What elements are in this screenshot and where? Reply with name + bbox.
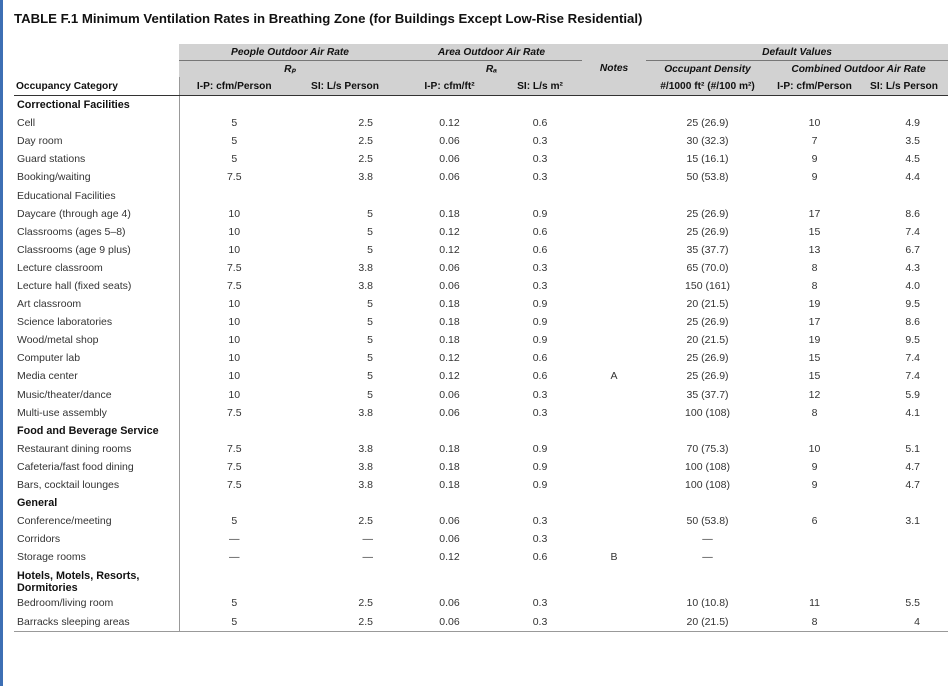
section-row xyxy=(14,566,948,594)
combined-rate-si: 4.7 xyxy=(905,460,921,473)
rate-area-si: 0.6 xyxy=(532,243,548,256)
combined-rate-ip: 8 xyxy=(769,613,860,632)
rate-people-si: 3.8 xyxy=(358,406,374,419)
combined-rate-ip: 13 xyxy=(808,243,821,256)
occupancy-category: Computer lab xyxy=(14,349,179,367)
rate-area-si: 0.6 xyxy=(532,117,548,130)
rate-area-si: 0.9 xyxy=(532,316,548,329)
table-header xyxy=(14,44,948,96)
header-density-units: #/1000 ft² (#/100 m²) xyxy=(646,77,769,96)
occupancy-category: Day room xyxy=(14,132,179,150)
combined-rate-ip: 19 xyxy=(808,298,821,311)
section-row xyxy=(14,96,948,115)
rate-people-si: 5 xyxy=(367,225,374,238)
rate-area-si: 0.3 xyxy=(532,406,548,419)
table-row xyxy=(14,594,948,612)
occupancy-category: Guard stations xyxy=(14,150,179,168)
combined-rate-ip: 10 xyxy=(808,442,821,455)
header-default-values: Default Values xyxy=(646,44,948,61)
combined-rate-ip: 19 xyxy=(808,334,821,347)
section-row xyxy=(14,494,948,512)
table-row xyxy=(14,440,948,458)
header-rp-symbol: Rₚ xyxy=(179,61,401,78)
rate-people-ip: 7.5 xyxy=(226,279,242,292)
table-row xyxy=(14,386,948,404)
rate-area-ip: 0.06 xyxy=(439,388,460,401)
rate-area-ip: 0.18 xyxy=(439,298,460,311)
rate-area-ip: 0.18 xyxy=(439,479,460,492)
notes-cell xyxy=(582,295,646,313)
occupancy-category: Classrooms (age 9 plus) xyxy=(14,241,179,259)
combined-rate-si: 5.5 xyxy=(905,597,921,610)
header-people-rate: People Outdoor Air Rate xyxy=(179,44,401,61)
rate-area-ip: 0.06 xyxy=(439,171,460,184)
combined-rate-si: 9.5 xyxy=(905,334,921,347)
table-row xyxy=(14,241,948,259)
rate-people-si: 5 xyxy=(367,352,374,365)
table-row xyxy=(14,259,948,277)
occupant-density: 150 (161) xyxy=(685,279,730,292)
rate-people-ip: 7.5 xyxy=(226,442,242,455)
notes-cell xyxy=(582,205,646,223)
occupancy-category: Media center xyxy=(14,367,179,385)
rate-area-ip: 0.18 xyxy=(439,316,460,329)
rate-area-si: 0.3 xyxy=(532,279,548,292)
occupancy-category: Barracks sleeping areas xyxy=(14,613,179,632)
rate-area-ip: 0.06 xyxy=(439,533,460,546)
combined-rate-ip: 17 xyxy=(808,316,821,329)
combined-rate-ip: 8 xyxy=(811,261,818,274)
rate-area-si: 0.9 xyxy=(532,442,548,455)
ventilation-table xyxy=(14,44,948,632)
rate-people-ip: 10 xyxy=(228,334,241,347)
occupant-density: 65 (70.0) xyxy=(686,261,729,274)
occupant-density: 25 (26.9) xyxy=(686,352,729,365)
combined-rate-si: 7.4 xyxy=(905,225,921,238)
occupancy-category: Multi-use assembly xyxy=(14,404,179,422)
header-combined-si: SI: L/s Person xyxy=(860,77,948,96)
combined-rate-si: 4 xyxy=(860,613,948,632)
rate-area-si: 0.3 xyxy=(532,515,548,528)
header-ra-symbol: Rₐ xyxy=(401,61,582,78)
section-row xyxy=(14,186,948,204)
section-label: Hotels, Motels, Resorts, Dormitories xyxy=(14,566,179,594)
rate-area-ip: 0.06 xyxy=(439,135,460,148)
header-ip-cfm-person: I-P: cfm/Person xyxy=(179,77,289,96)
combined-rate-ip: 9 xyxy=(811,171,818,184)
combined-rate-si: 5.1 xyxy=(905,442,921,455)
combined-rate-ip: 8 xyxy=(811,279,818,292)
rate-people-si: 5 xyxy=(367,207,374,220)
notes-cell xyxy=(582,349,646,367)
rate-area-ip: 0.12 xyxy=(439,370,460,383)
occupancy-category: Restaurant dining rooms xyxy=(14,440,179,458)
rate-people-ip: — xyxy=(229,551,240,564)
rate-people-ip: 5 xyxy=(231,153,238,166)
rate-area-si: 0.9 xyxy=(532,479,548,492)
combined-rate-si: 9.5 xyxy=(905,298,921,311)
section-label: General xyxy=(14,494,179,512)
rate-area-si: 0.6 xyxy=(532,225,548,238)
rate-people-ip: 5 xyxy=(231,515,238,528)
notes-cell xyxy=(582,512,646,530)
notes-cell xyxy=(582,440,646,458)
combined-rate-ip: 15 xyxy=(808,225,821,238)
section-row xyxy=(14,422,948,440)
rate-people-si: 3.8 xyxy=(358,171,374,184)
notes-cell xyxy=(582,613,646,632)
combined-rate-ip: 7 xyxy=(811,135,818,148)
section-label: Food and Beverage Service xyxy=(14,422,179,440)
rate-area-ip: 0.06 xyxy=(439,597,460,610)
header-area-rate: Area Outdoor Air Rate xyxy=(401,44,582,61)
notes-cell xyxy=(582,277,646,295)
combined-rate-si: 5.9 xyxy=(905,388,921,401)
combined-rate-si: 4.1 xyxy=(905,406,921,419)
rate-people-si: 5 xyxy=(367,316,374,329)
occupant-density: 70 (75.3) xyxy=(686,442,729,455)
rate-people-ip: 10 xyxy=(228,225,241,238)
rate-people-si: 5 xyxy=(367,388,374,401)
occupant-density: 35 (37.7) xyxy=(686,388,729,401)
table-row xyxy=(14,277,948,295)
table-row xyxy=(14,205,948,223)
header-occupancy-category: Occupancy Category xyxy=(14,77,179,96)
notes-cell xyxy=(582,132,646,150)
occupant-density: 25 (26.9) xyxy=(686,225,729,238)
rate-area-si: 0.9 xyxy=(532,298,548,311)
rate-area-ip: 0.12 xyxy=(439,352,460,365)
combined-rate-si: 4.4 xyxy=(905,171,921,184)
combined-rate-si xyxy=(860,548,948,566)
occupant-density: 100 (108) xyxy=(685,460,730,473)
header-combined-ip: I-P: cfm/Person xyxy=(769,77,860,96)
rate-area-si: 0.9 xyxy=(532,207,548,220)
section-label: Educational Facilities xyxy=(14,186,179,204)
notes-cell xyxy=(582,223,646,241)
rate-people-si: 3.8 xyxy=(358,479,374,492)
table-row xyxy=(14,458,948,476)
rate-people-ip: 7.5 xyxy=(226,171,242,184)
rate-area-si: 0.6 xyxy=(532,370,548,383)
table-row xyxy=(14,530,948,548)
rate-people-ip: 7.5 xyxy=(226,261,242,274)
occupancy-category: Storage rooms xyxy=(14,548,179,566)
occupancy-category: Wood/metal shop xyxy=(14,331,179,349)
occupancy-category: Corridors xyxy=(14,530,179,548)
table-row xyxy=(14,404,948,422)
rate-people-si: 5 xyxy=(367,298,374,311)
table-row xyxy=(14,295,948,313)
rate-people-ip: 5 xyxy=(179,613,289,632)
table-row xyxy=(14,349,948,367)
table-row xyxy=(14,548,948,566)
rate-area-si: 0.3 xyxy=(532,261,548,274)
combined-rate-si: 8.6 xyxy=(905,316,921,329)
combined-rate-si: 7.4 xyxy=(905,352,921,365)
combined-rate-ip: 15 xyxy=(808,370,821,383)
occupancy-category: Music/theater/dance xyxy=(14,386,179,404)
rate-area-ip: 0.06 xyxy=(401,613,498,632)
rate-people-ip: 5 xyxy=(231,135,238,148)
table-row xyxy=(14,313,948,331)
occupant-density: 35 (37.7) xyxy=(686,243,729,256)
rate-area-ip: 0.12 xyxy=(439,117,460,130)
rate-people-si: 5 xyxy=(367,243,374,256)
notes-cell xyxy=(582,331,646,349)
notes-cell xyxy=(582,386,646,404)
rate-area-si: 0.3 xyxy=(498,613,582,632)
rate-area-si: 0.3 xyxy=(532,388,548,401)
table-row xyxy=(14,331,948,349)
rate-people-si: 2.5 xyxy=(358,117,374,130)
rate-area-ip: 0.06 xyxy=(439,515,460,528)
rate-people-ip: 10 xyxy=(228,207,241,220)
rate-people-si: 3.8 xyxy=(358,279,374,292)
header-combined-rate: Combined Outdoor Air Rate xyxy=(769,61,948,78)
rate-area-si: 0.6 xyxy=(532,352,548,365)
combined-rate-ip: 12 xyxy=(808,388,821,401)
notes-cell xyxy=(582,313,646,331)
combined-rate-ip: 10 xyxy=(808,117,821,130)
header-ip-cfm-ft2: I-P: cfm/ft² xyxy=(401,77,498,96)
occupancy-category: Cafeteria/fast food dining xyxy=(14,458,179,476)
occupancy-category: Cell xyxy=(14,114,179,132)
rate-area-si: 0.9 xyxy=(532,460,548,473)
rate-people-ip: 10 xyxy=(228,370,241,383)
occupancy-category: Booking/waiting xyxy=(14,168,179,186)
rate-area-si: 0.3 xyxy=(532,533,548,546)
table-title: TABLE F.1 Minimum Ventilation Rates in Breathing Zone (for Buildings Except Low-Rise Residential) xyxy=(14,11,643,26)
rate-area-ip: 0.06 xyxy=(439,406,460,419)
table-row xyxy=(14,512,948,530)
combined-rate-si: 6.7 xyxy=(905,243,921,256)
notes-cell xyxy=(582,530,646,548)
page-frame-edge xyxy=(0,0,3,686)
rate-people-si: 3.8 xyxy=(358,442,374,455)
occupant-density: 50 (53.8) xyxy=(686,171,729,184)
rate-people-ip: 10 xyxy=(228,352,241,365)
notes-cell xyxy=(582,404,646,422)
rate-area-si: 0.6 xyxy=(532,551,548,564)
combined-rate-si: 3.5 xyxy=(905,135,921,148)
occupant-density: 15 (16.1) xyxy=(686,153,729,166)
rate-area-ip: 0.12 xyxy=(439,225,460,238)
combined-rate-ip xyxy=(769,530,860,548)
combined-rate-si: 4.3 xyxy=(905,261,921,274)
rate-area-ip: 0.18 xyxy=(439,460,460,473)
rate-people-si: 2.5 xyxy=(358,597,374,610)
notes-cell xyxy=(582,114,646,132)
combined-rate-si: 4.5 xyxy=(905,153,921,166)
table-row xyxy=(14,132,948,150)
occupant-density: 100 (108) xyxy=(685,406,730,419)
table-body xyxy=(14,96,948,632)
rate-area-ip: 0.18 xyxy=(439,207,460,220)
header-si-ls-person: SI: L/s Person xyxy=(289,77,401,96)
rate-area-si: 0.3 xyxy=(532,171,548,184)
rate-people-si: 2.5 xyxy=(289,613,401,632)
combined-rate-si: 3.1 xyxy=(905,515,921,528)
table-row xyxy=(14,613,948,632)
combined-rate-si: 4.9 xyxy=(905,117,921,130)
rate-people-si: 2.5 xyxy=(358,153,374,166)
rate-area-ip: 0.06 xyxy=(439,279,460,292)
combined-rate-ip: 9 xyxy=(811,153,818,166)
rate-people-si: 5 xyxy=(367,334,374,347)
occupant-density: — xyxy=(702,551,713,564)
rate-people-si: 3.8 xyxy=(358,261,374,274)
rate-people-ip: 7.5 xyxy=(226,406,242,419)
rate-people-si: — xyxy=(362,551,374,564)
occupant-density: 20 (21.5) xyxy=(686,334,729,347)
rate-area-ip: 0.06 xyxy=(439,153,460,166)
rate-area-si: 0.3 xyxy=(532,153,548,166)
occupancy-category: Art classroom xyxy=(14,295,179,313)
rate-area-ip: 0.18 xyxy=(439,442,460,455)
occupancy-category: Bedroom/living room xyxy=(14,594,179,612)
rate-people-ip: 5 xyxy=(231,597,238,610)
rate-people-si: 2.5 xyxy=(358,135,374,148)
rate-area-si: 0.9 xyxy=(532,334,548,347)
occupant-density: 25 (26.9) xyxy=(686,316,729,329)
combined-rate-ip xyxy=(769,548,860,566)
occupant-density: 100 (108) xyxy=(685,479,730,492)
header-occupant-density: Occupant Density xyxy=(646,61,769,78)
header-notes: Notes xyxy=(582,61,646,78)
rate-people-ip: 7.5 xyxy=(226,479,242,492)
rate-people-si: 3.8 xyxy=(358,460,374,473)
combined-rate-ip: 15 xyxy=(808,352,821,365)
combined-rate-ip: 17 xyxy=(808,207,821,220)
occupancy-category: Lecture hall (fixed seats) xyxy=(14,277,179,295)
table-row xyxy=(14,114,948,132)
section-label: Correctional Facilities xyxy=(14,96,179,115)
notes-cell xyxy=(582,150,646,168)
occupant-density: 20 (21.5) xyxy=(686,298,729,311)
rate-people-ip: 10 xyxy=(228,243,241,256)
rate-area-si: 0.3 xyxy=(532,135,548,148)
table-row xyxy=(14,223,948,241)
combined-rate-ip: 8 xyxy=(811,406,818,419)
combined-rate-si: 4.7 xyxy=(905,479,921,492)
occupant-density: — xyxy=(702,533,713,546)
rate-people-ip: 7.5 xyxy=(226,460,242,473)
notes-cell xyxy=(582,594,646,612)
notes-cell xyxy=(582,476,646,494)
table-row xyxy=(14,150,948,168)
occupant-density: 50 (53.8) xyxy=(686,515,729,528)
rate-people-ip: — xyxy=(229,533,240,546)
occupancy-category: Bars, cocktail lounges xyxy=(14,476,179,494)
rate-people-si: 2.5 xyxy=(358,515,374,528)
rate-people-ip: 10 xyxy=(228,298,241,311)
rate-area-ip: 0.18 xyxy=(439,334,460,347)
rate-area-si: 0.3 xyxy=(532,597,548,610)
notes-cell: A xyxy=(610,370,618,383)
combined-rate-ip: 11 xyxy=(809,597,820,610)
combined-rate-ip: 9 xyxy=(811,460,818,473)
occupant-density: 25 (26.9) xyxy=(686,117,729,130)
rate-area-ip: 0.12 xyxy=(439,551,460,564)
notes-cell xyxy=(582,168,646,186)
combined-rate-ip: 9 xyxy=(811,479,818,492)
occupancy-category: Science laboratories xyxy=(14,313,179,331)
notes-cell xyxy=(582,458,646,476)
occupancy-category: Daycare (through age 4) xyxy=(14,205,179,223)
occupant-density: 25 (26.9) xyxy=(686,370,729,383)
rate-people-si: 5 xyxy=(367,370,374,383)
table-row xyxy=(14,476,948,494)
rate-area-ip: 0.06 xyxy=(439,261,460,274)
occupancy-category: Lecture classroom xyxy=(14,259,179,277)
rate-people-si: — xyxy=(362,533,374,546)
rate-people-ip: 10 xyxy=(228,388,241,401)
combined-rate-si xyxy=(860,530,948,548)
notes-cell xyxy=(582,241,646,259)
occupant-density: 30 (32.3) xyxy=(686,135,729,148)
notes-cell xyxy=(582,259,646,277)
rate-people-ip: 10 xyxy=(228,316,241,329)
rate-people-ip: 5 xyxy=(231,117,238,130)
notes-cell: B xyxy=(610,551,618,564)
occupancy-category: Conference/meeting xyxy=(14,512,179,530)
combined-rate-ip: 6 xyxy=(811,515,818,528)
occupant-density: 25 (26.9) xyxy=(686,207,729,220)
header-si-ls-m2: SI: L/s m² xyxy=(498,77,582,96)
combined-rate-si: 8.6 xyxy=(905,207,921,220)
occupancy-category: Classrooms (ages 5–8) xyxy=(14,223,179,241)
combined-rate-si: 7.4 xyxy=(905,370,921,383)
occupant-density: 10 (10.8) xyxy=(686,597,729,610)
combined-rate-si: 4.0 xyxy=(905,279,921,292)
table-row xyxy=(14,168,948,186)
rate-area-ip: 0.12 xyxy=(439,243,460,256)
table-row xyxy=(14,367,948,385)
occupant-density: 20 (21.5) xyxy=(646,613,769,632)
